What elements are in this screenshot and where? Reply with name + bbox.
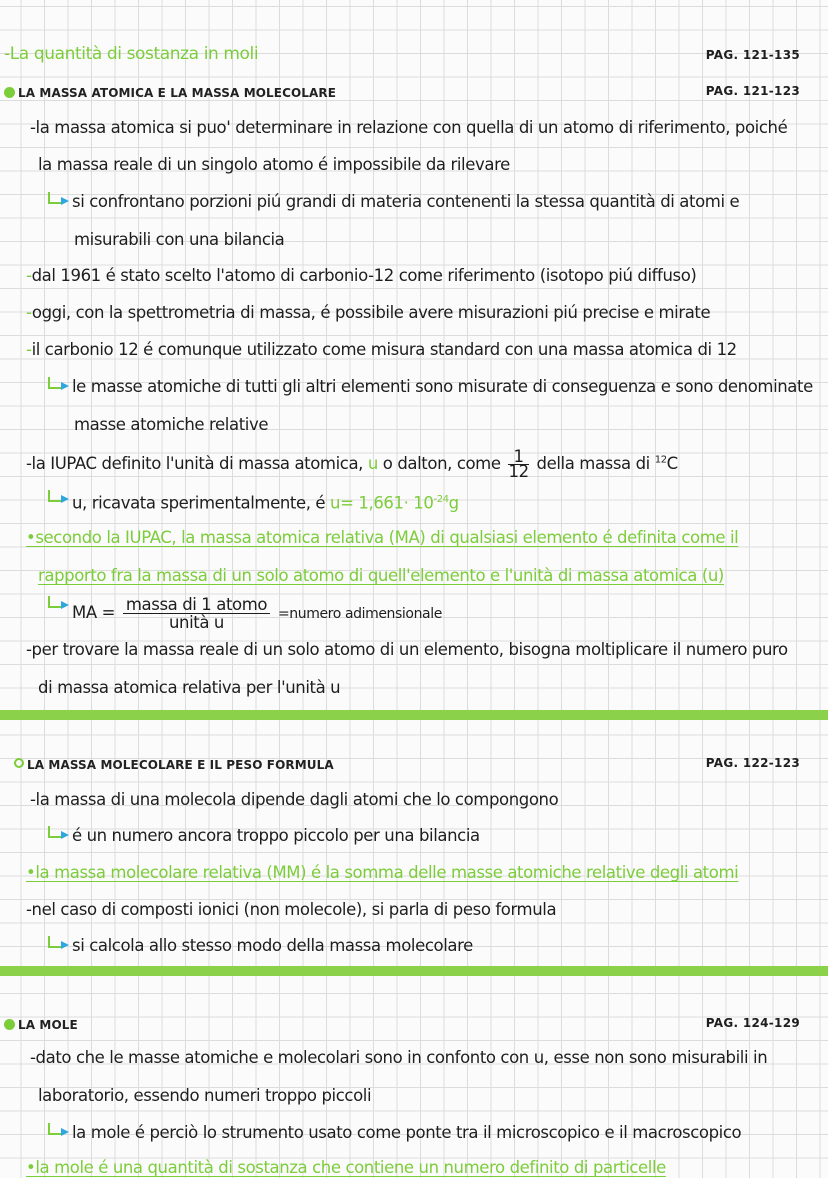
arrow-icon <box>42 826 72 846</box>
arrow-icon <box>42 596 72 616</box>
text-line: laboratorio, essendo numeri troppo piccoli <box>38 1086 372 1105</box>
text-line: masse atomiche relative <box>74 415 269 434</box>
arrow-icon <box>42 1123 72 1143</box>
text-line: -oggi, con la spettrometria di massa, é possibile avere misurazioni piú precise e mirate <box>26 303 711 322</box>
text-line: si confrontano porzioni piú grandi di materia contenenti la stessa quantità di atomi e <box>42 192 739 212</box>
arrow-icon <box>42 377 72 397</box>
text-line: di massa atomica relativa per l'unità u <box>38 678 341 697</box>
text-line: u, ricavata sperimentalmente, é $u= 1,661\cdot 10^{-24}g$ <box>42 490 459 514</box>
formula-line: MA = $\frac{\text{massa di 1 atomo}}{\text{unità u}}$ =numero adimensionale <box>42 596 442 632</box>
definition-line: •la mole é una quantità di sostanza che contiene un numero definito di particelle <box>26 1158 666 1177</box>
bullet-dot-icon <box>4 1019 15 1030</box>
arrow-icon <box>42 490 72 510</box>
section-heading-massa-atomica: LA MASSA ATOMICA E LA MASSA MOLECOLARE <box>4 83 336 103</box>
section-divider <box>0 966 828 976</box>
section-page-ref: PAG. 121-123 <box>705 84 800 98</box>
bullet-dot-icon <box>4 87 15 98</box>
arrow-icon <box>42 192 72 212</box>
text-line: -dato che le masse atomiche e molecolari sono in confonto con u, esse non sono misurabili in <box>30 1048 768 1067</box>
fraction: $\frac{1}{12}$ <box>508 447 529 481</box>
text-line: -la massa di una molecola dipende dagli atomi che lo compongono <box>30 790 559 809</box>
text-line: si calcola allo stesso modo della massa molecolare <box>42 936 473 956</box>
text-line-iupac: -la IUPAC definito l'unità di massa atomica, u o dalton, come $\frac{1}{12}$ della massa di $^{12}$C <box>26 447 678 481</box>
text-line: le masse atomiche di tutti gli altri elementi sono misurate di conseguenza e sono denominate <box>42 377 813 397</box>
section-page-ref: PAG. 122-123 <box>705 756 800 770</box>
page-title: -La quantità di sostanza in moli <box>4 44 259 64</box>
section-divider <box>0 710 828 720</box>
definition-line: rapporto fra la massa di un solo atomo di quell'elemento e l'unità di massa atomica (u) <box>38 566 724 585</box>
arrow-icon <box>42 936 72 956</box>
section-heading-massa-molecolare: LA MASSA MOLECOLARE E IL PESO FORMULA <box>14 755 334 775</box>
text-line: la mole é perciò lo strumento usato come ponte tra il microscopico e il macroscopico <box>42 1123 741 1143</box>
text-line: -nel caso di composti ionici (non molecole), si parla di peso formula <box>26 900 557 919</box>
bullet-circle-icon <box>14 758 24 768</box>
section-page-ref: PAG. 124-129 <box>705 1016 800 1030</box>
text-line: -per trovare la massa reale di un solo atomo di un elemento, bisogna moltiplicare il numero puro <box>26 640 788 659</box>
text-line: misurabili con una bilancia <box>74 230 285 249</box>
text-line: -dal 1961 é stato scelto l'atomo di carbonio-12 come riferimento (isotopo piú diffuso) <box>26 266 697 285</box>
text-line: é un numero ancora troppo piccolo per una bilancia <box>42 826 480 846</box>
definition-line: •la massa molecolare relativa (MM) é la somma delle masse atomiche relative degli atomi <box>26 863 739 882</box>
text-line: -la massa atomica si puo' determinare in relazione con quella di un atomo di riferimento, poiché <box>30 118 788 137</box>
text-line: -il carbonio 12 é comunque utilizzato come misura standard con una massa atomica di 12 <box>26 340 737 359</box>
title-page-ref: PAG. 121-135 <box>705 48 800 62</box>
section-heading-la-mole: LA MOLE <box>4 1015 78 1035</box>
text-line: la massa reale di un singolo atomo é impossibile da rilevare <box>38 155 510 174</box>
definition-line: •secondo la IUPAC, la massa atomica relativa (MA) di qualsiasi elemento é definita come il <box>26 528 739 547</box>
fraction: $\frac{\text{massa di 1 atomo}}{\text{unità u}}$ <box>123 596 270 631</box>
